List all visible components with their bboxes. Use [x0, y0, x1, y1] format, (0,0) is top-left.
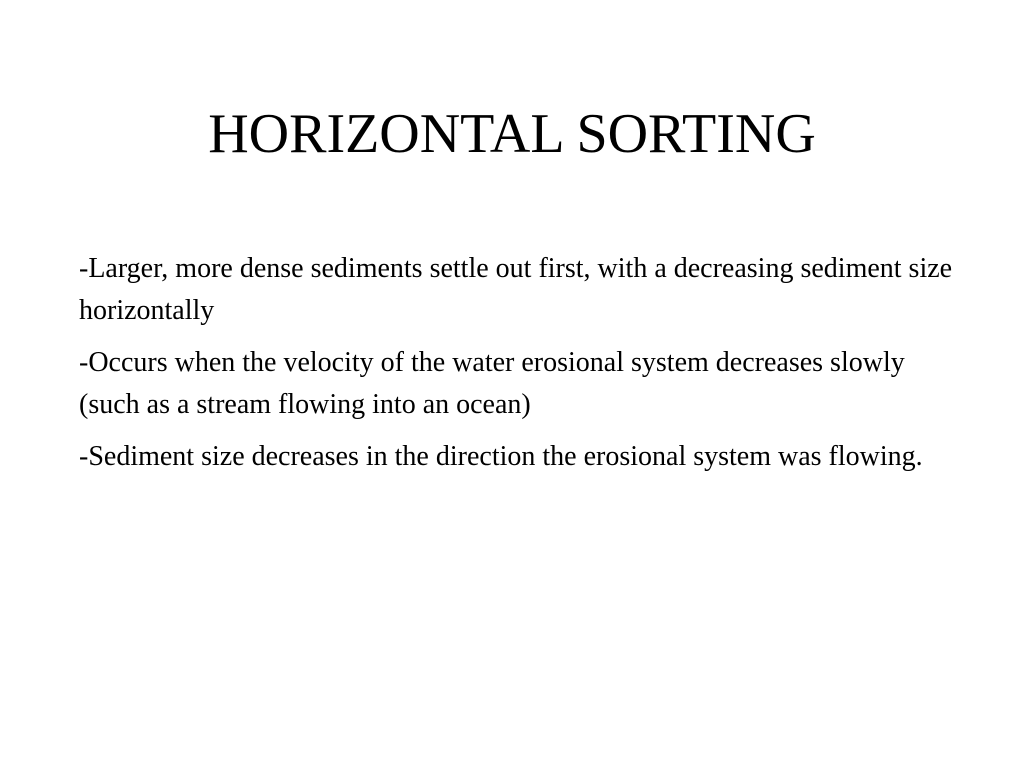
slide-title: HORIZONTAL SORTING	[208, 103, 816, 165]
bullet-larger-sediments: -Larger, more dense sediments settle out first, with a decreasing sediment size horizontally	[79, 253, 953, 326]
slide-body	[79, 248, 959, 488]
bullet-velocity-decrease: -Occurs when the velocity of the water erosional system decreases slowly (such as a stream flowing into an ocean)	[79, 347, 905, 420]
bullet-size-direction: -Sediment size decreases in the direction the erosional system was flowing.	[79, 441, 923, 472]
